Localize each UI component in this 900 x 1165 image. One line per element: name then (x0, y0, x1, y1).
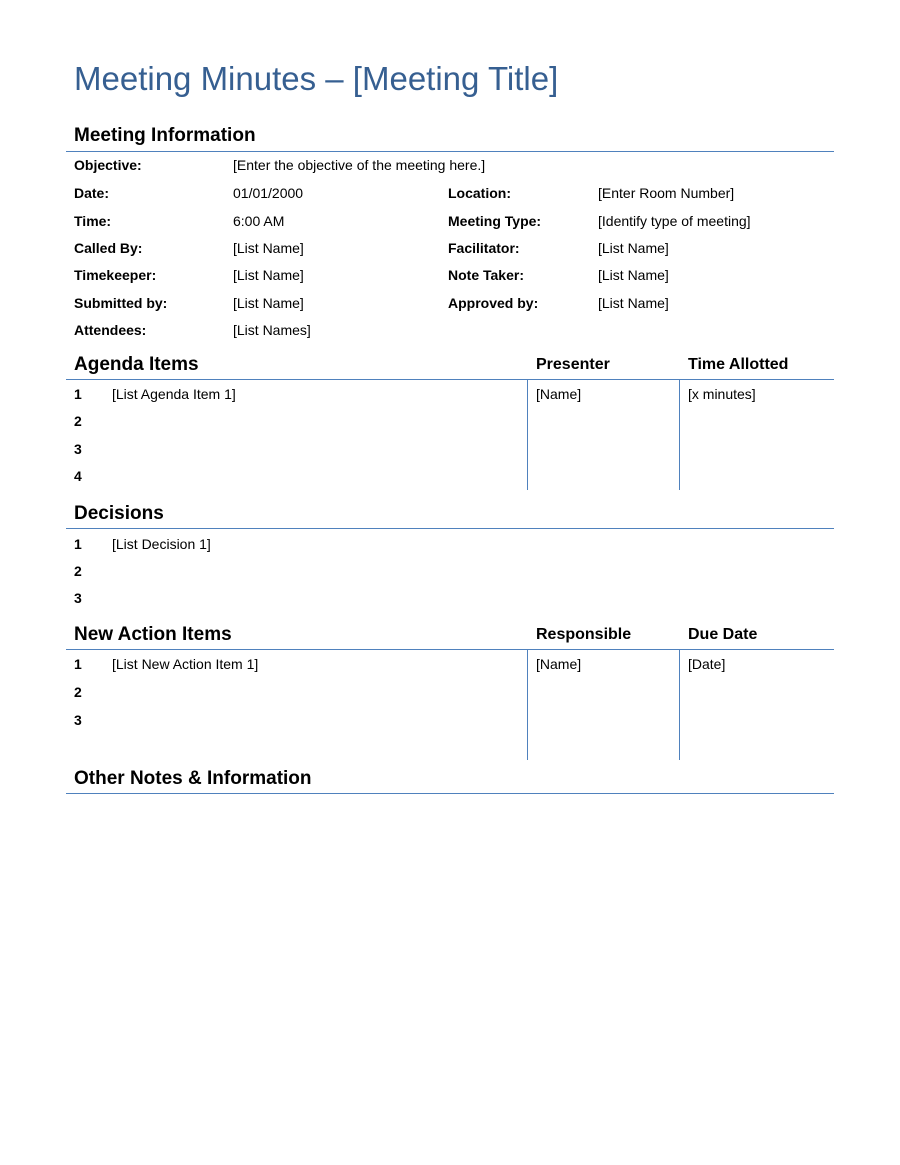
decision-row-number: 3 (74, 590, 82, 606)
meeting-information-heading: Meeting Information (74, 125, 256, 146)
decisions-divider (66, 528, 834, 529)
responsible-column-heading: Responsible (536, 626, 632, 643)
date-value[interactable]: 01/01/2000 (233, 185, 304, 201)
approved-by-value[interactable]: [List Name] (598, 295, 669, 311)
action-column-divider-due (679, 650, 680, 760)
meeting-information-divider (66, 151, 834, 152)
agenda-items-heading: Agenda Items (74, 354, 199, 375)
action-item-text[interactable]: [List New Action Item 1] (112, 656, 259, 672)
decision-row-number: 2 (74, 563, 82, 579)
approved-by-label: Approved by: (448, 295, 539, 311)
decisions-heading: Decisions (74, 503, 164, 524)
location-value[interactable]: [Enter Room Number] (598, 185, 735, 201)
action-column-divider-responsible (527, 650, 528, 760)
called-by-value[interactable]: [List Name] (233, 240, 304, 256)
action-row-number: 2 (74, 684, 82, 700)
presenter-column-heading: Presenter (536, 356, 610, 373)
objective-label: Objective: (74, 157, 142, 173)
decision-row-number: 1 (74, 536, 82, 552)
time-label: Time: (74, 213, 112, 229)
attendees-value[interactable]: [List Names] (233, 322, 311, 338)
action-row-number: 1 (74, 656, 82, 672)
page-title: Meeting Minutes – [Meeting Title] (74, 60, 559, 97)
action-items-divider (66, 649, 834, 650)
other-notes-heading: Other Notes & Information (74, 768, 312, 789)
time-allotted-column-heading: Time Allotted (688, 356, 789, 373)
action-item-responsible[interactable]: [Name] (536, 656, 582, 672)
new-action-items-heading: New Action Items (74, 624, 232, 645)
location-label: Location: (448, 185, 511, 201)
attendees-label: Attendees: (74, 322, 147, 338)
called-by-label: Called By: (74, 240, 143, 256)
agenda-row-number: 4 (74, 468, 82, 484)
timekeeper-value[interactable]: [List Name] (233, 267, 304, 283)
action-row-number: 3 (74, 712, 82, 728)
facilitator-value[interactable]: [List Name] (598, 240, 669, 256)
meeting-type-label: Meeting Type: (448, 213, 542, 229)
facilitator-label: Facilitator: (448, 240, 520, 256)
due-date-column-heading: Due Date (688, 626, 758, 643)
note-taker-value[interactable]: [List Name] (598, 267, 669, 283)
agenda-column-divider-time (679, 380, 680, 490)
note-taker-label: Note Taker: (448, 267, 524, 283)
date-label: Date: (74, 185, 110, 201)
agenda-items-divider (66, 379, 834, 380)
meeting-type-value[interactable]: [Identify type of meeting] (598, 213, 751, 229)
time-value[interactable]: 6:00 AM (233, 213, 285, 229)
agenda-item-text[interactable]: [List Agenda Item 1] (112, 386, 236, 402)
agenda-row-number: 1 (74, 386, 82, 402)
timekeeper-label: Timekeeper: (74, 267, 157, 283)
submitted-by-value[interactable]: [List Name] (233, 295, 304, 311)
agenda-column-divider-presenter (527, 380, 528, 490)
other-notes-divider (66, 793, 834, 794)
action-item-due-date[interactable]: [Date] (688, 656, 726, 672)
agenda-item-presenter[interactable]: [Name] (536, 386, 582, 402)
agenda-item-time[interactable]: [x minutes] (688, 386, 756, 402)
decision-item-text[interactable]: [List Decision 1] (112, 536, 211, 552)
agenda-row-number: 2 (74, 413, 82, 429)
agenda-row-number: 3 (74, 441, 82, 457)
submitted-by-label: Submitted by: (74, 295, 168, 311)
objective-value[interactable]: [Enter the objective of the meeting here.] (233, 157, 486, 173)
